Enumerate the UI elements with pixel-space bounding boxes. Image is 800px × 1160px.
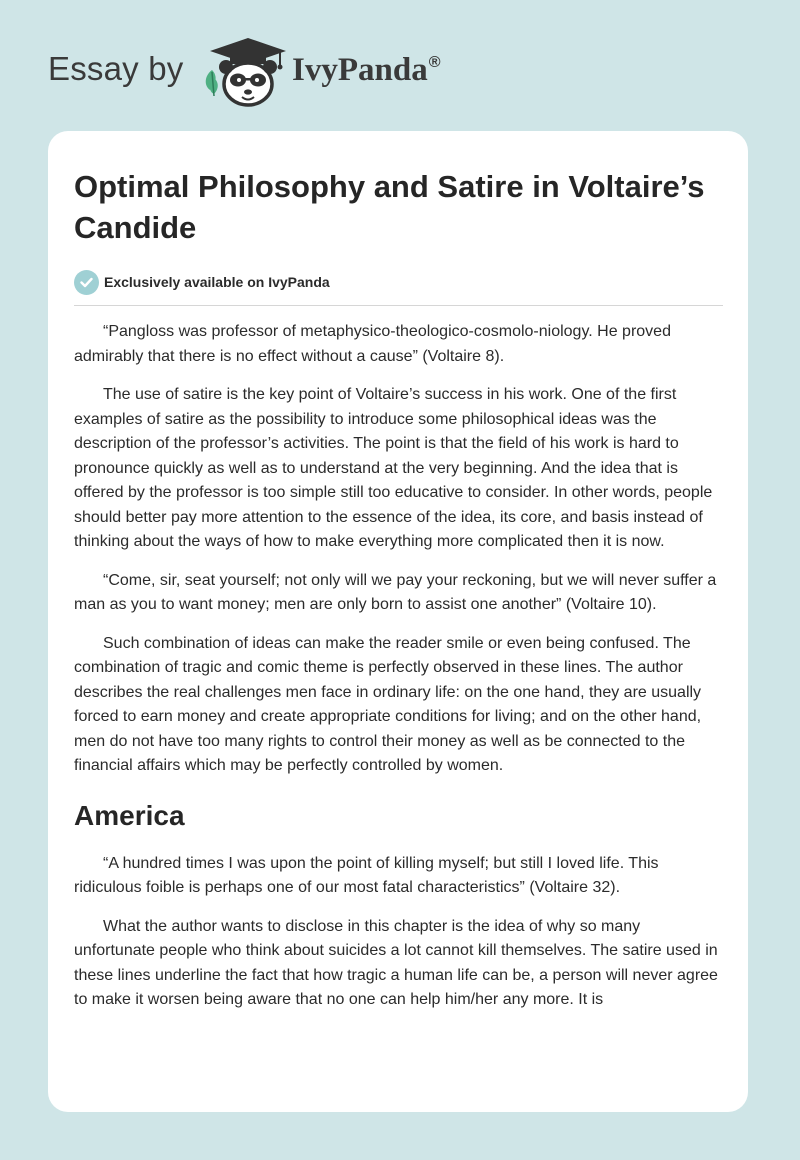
essay-content [74,166,723,1027]
paragraph: Such combination of ideas can make the reader smile or even being confused. The combination of tragic and comic theme is perfectly observed in these lines. The author describes the real challenges men face in ordinary life: on the one hand, they are usually forced to earn money and create appropriate conditions for living; and on the other hand, men do not have too many rights to control their money as well as be connected to the financial affairs which may be perfectly controlled by women. [74,634,702,774]
exclusive-badge [74,269,723,295]
section-heading: America [74,799,185,831]
checkmark-icon [74,270,99,295]
panda-logo-icon[interactable] [200,34,292,110]
divider [74,305,723,306]
brand-name[interactable]: IvyPanda® [292,52,441,88]
paragraph: The use of satire is the key point of Voltaire’s success in his work. One of the first examples of satire as the possibility to introduce some philosophical ideas was the description of the professor’s activities. The point is that the field of his work is hard to pronounce quickly as well as to understand at the very beginning. And the idea that is offered by the professor is too simple still too educative to consider. In other words, people should better pay more attention to the essence of the idea, its core, and basis instead of thinking about the ways of how to make everything more complicated then it is now. [74,386,713,550]
paragraph: What the author wants to disclose in this chapter is the idea of why so many unfortunate people who think about suicides a lot cannot kill themselves. The satire used in these lines underline the fact that how tragic a human life can be, a person will never agree to make it worsen being aware that no one can help him/her any more. It is [74,917,718,1008]
essay-card [48,131,748,1112]
essay-title: Optimal Philosophy and Satire in Voltaire’s Candide [74,169,705,245]
site-header [0,0,800,130]
essay-by-label: Essay by [48,50,184,87]
paragraph: “Come, sir, seat yourself; not only will we pay your reckoning, but we will never suffer a man as you to want money; men are only born to assist one another” (Voltaire 10). [74,571,717,613]
essay-body [74,320,723,1013]
paragraph: “Pangloss was professor of metaphysico-theologico-cosmolo-niology. He proved admirably that there is no effect without a cause” (Voltaire 8). [74,323,671,365]
exclusive-label: Exclusively available on IvyPanda [104,274,330,290]
registered-mark: ® [428,54,441,71]
paragraph: “A hundred times I was upon the point of killing myself; but still I loved life. This ridiculous foible is perhaps one of our most fatal characteristics” (Voltaire 32). [74,854,659,896]
